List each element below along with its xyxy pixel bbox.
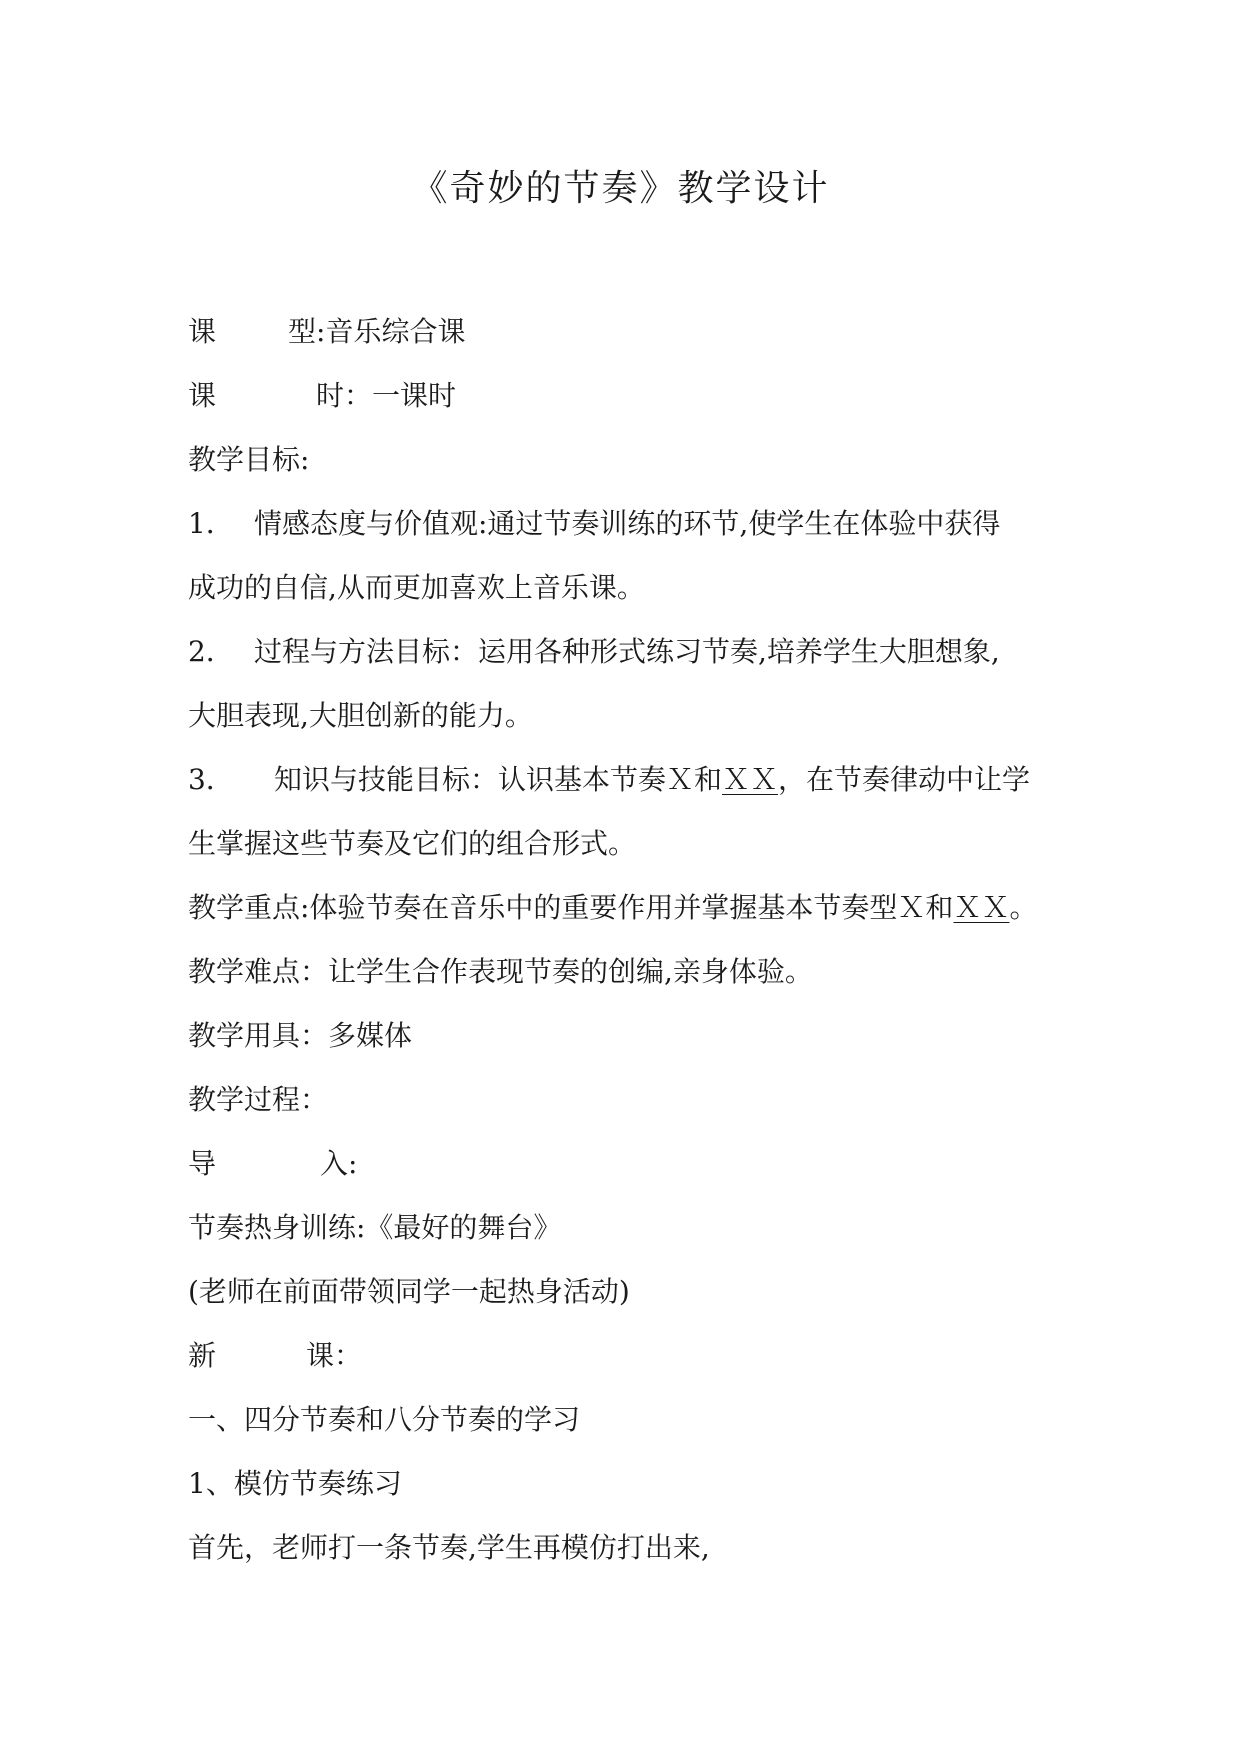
goal2-line2: 大胆表现,大胆创新的能力。	[188, 699, 533, 732]
goal3-text-post: ，在节奏律动中让学	[778, 763, 1031, 796]
intro-heading	[188, 1146, 357, 1182]
warmup-line: 节奏热身训练:《最好的舞台》	[188, 1211, 562, 1244]
new-lesson-heading	[188, 1338, 362, 1374]
goal1-number: 1．	[188, 507, 234, 540]
goal2-number: 2．	[188, 635, 234, 668]
lesson-hours-label-b: 时：一课时	[316, 379, 457, 412]
new-lesson-label-b: 课：	[306, 1339, 363, 1372]
goal1-line1	[188, 506, 1000, 542]
key-point-line	[188, 890, 1037, 926]
goal2-line1	[188, 634, 1000, 670]
section1-heading: 一、四分节奏和八分节奏的学习	[188, 1403, 581, 1436]
warmup-note: (老师在前面带领同学一起热身活动)	[188, 1275, 630, 1308]
lesson-hours-line	[188, 378, 456, 414]
key-point-text-post: 。	[1009, 891, 1038, 924]
process-heading: 教学过程：	[188, 1083, 329, 1116]
sub1-heading: 1、模仿节奏练习	[188, 1467, 402, 1500]
tools-line: 教学用具：多媒体	[188, 1019, 413, 1052]
goal3-line1	[188, 762, 1030, 798]
goal1-text-1: 情感态度与价值观:通过节奏训练的环节,使学生在体验中获得	[254, 507, 1001, 540]
goal1-line2: 成功的自信,从而更加喜欢上音乐课。	[188, 571, 645, 604]
lesson-type-label-a: 课	[188, 315, 217, 348]
intro-label-b: 入:	[320, 1147, 358, 1180]
goal3-number: 3．	[188, 763, 234, 796]
document-title: 《奇妙的节奏》教学设计	[411, 168, 830, 209]
key-point-text-pre: 教学重点:体验节奏在音乐中的重要作用并掌握基本节奏型Ｘ和	[188, 891, 954, 924]
para1-text: 首先，老师打一条节奏,学生再模仿打出来,	[188, 1531, 710, 1564]
intro-label-a: 导	[188, 1147, 217, 1180]
lesson-hours-label-a: 课	[188, 379, 217, 412]
lesson-type-label-b: 型:音乐综合课	[288, 315, 466, 348]
goal3-text-pre: 知识与技能目标：认识基本节奏Ｘ和	[274, 763, 723, 796]
difficulty-line: 教学难点：让学生合作表现节奏的创编,亲身体验。	[188, 955, 813, 988]
goal2-text-1: 过程与方法目标：运用各种形式练习节奏,培养学生大胆想象,	[254, 635, 1000, 668]
new-lesson-label-a: 新	[188, 1339, 217, 1372]
goals-heading: 教学目标:	[188, 443, 310, 476]
goal3-line2: 生掌握这些节奏及它们的组合形式。	[188, 827, 637, 860]
key-point-rhythm-xx: ＸＸ	[953, 891, 1010, 924]
goal3-rhythm-xx: ＸＸ	[722, 763, 779, 796]
lesson-type-line	[188, 314, 465, 350]
